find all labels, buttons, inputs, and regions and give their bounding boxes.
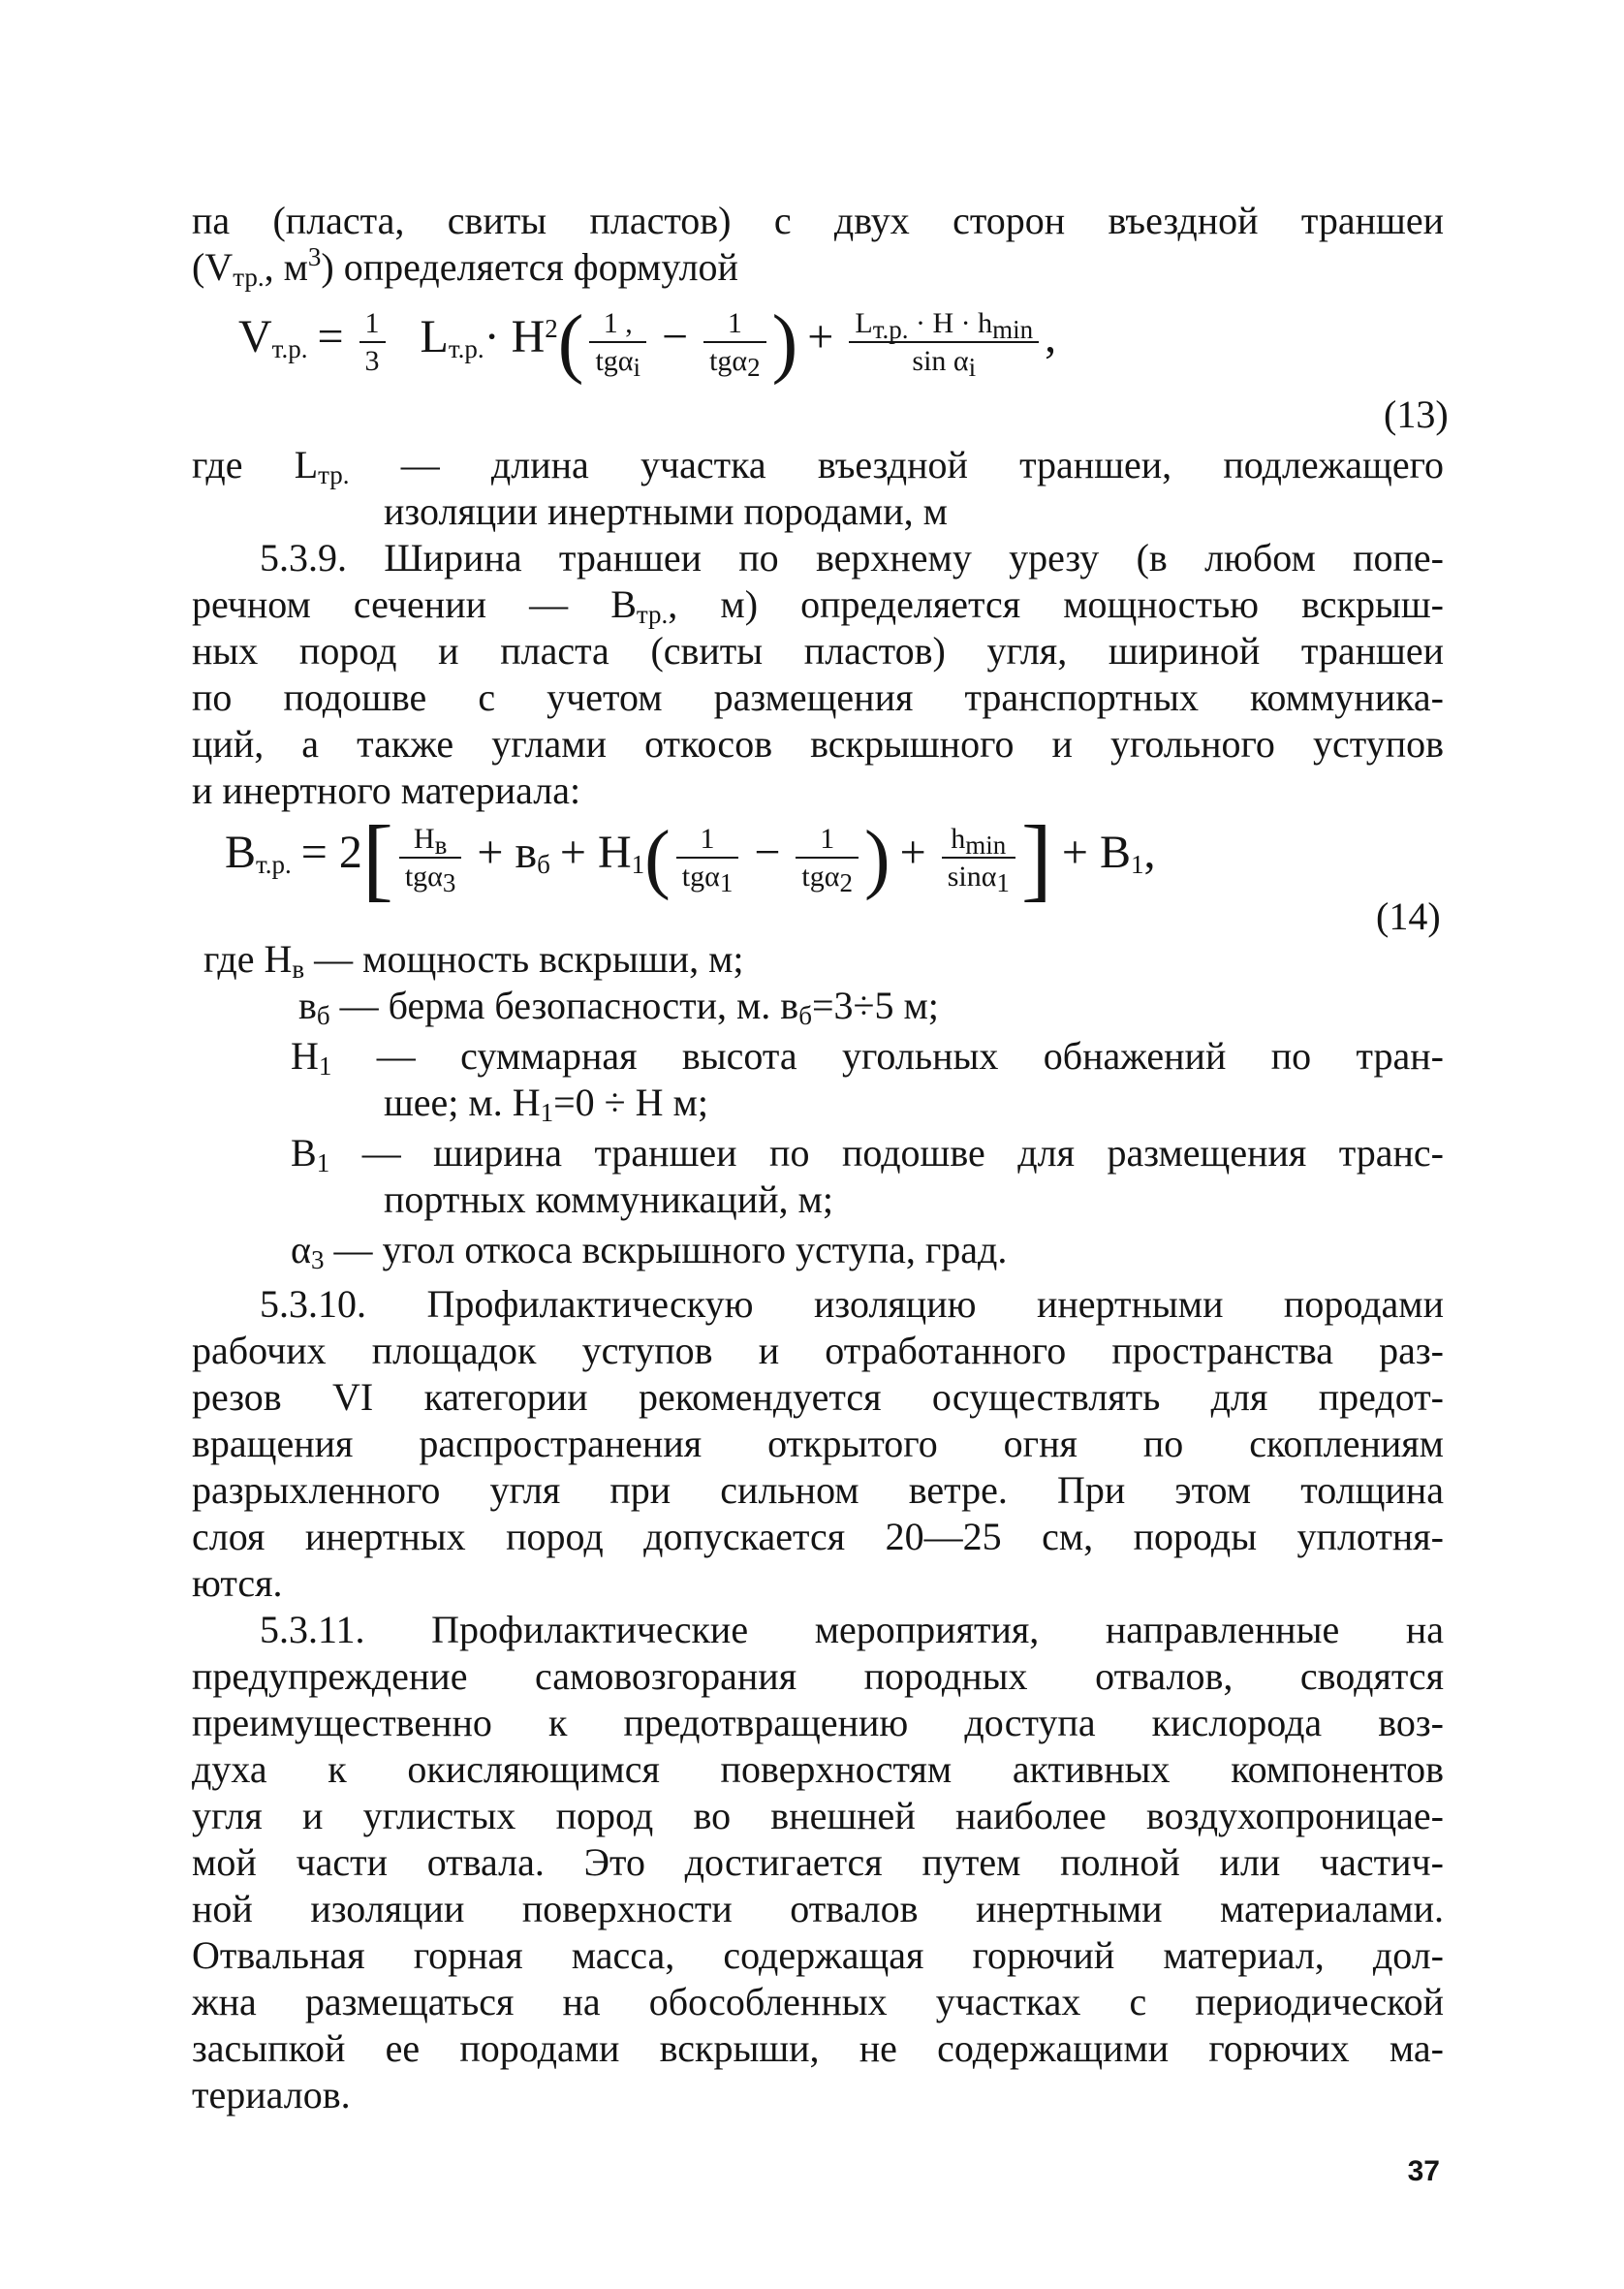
text-line: 5.3.11. Профилактические мероприятия, направленные на (260, 1608, 1444, 1651)
fraction (942, 822, 1015, 895)
text: определяется формулой (343, 245, 738, 289)
text: tgα (404, 860, 443, 893)
text-line: вращения распространения открытого огня по скоплениям (192, 1422, 1444, 1465)
text: — суммарная высота угольных обнажений по тран- (376, 1034, 1445, 1078)
superscript: 2 (545, 314, 558, 343)
text: , (668, 582, 678, 626)
denominator (399, 859, 462, 895)
subscript: тр. (233, 263, 265, 292)
text-line: изоляции инертными породами, м (384, 489, 948, 533)
text: sin α (912, 344, 969, 377)
text: h (951, 822, 966, 855)
text-line (192, 442, 1444, 488)
symbol: + H (559, 827, 632, 878)
definition-item (291, 1130, 1444, 1176)
subscript: в (434, 830, 448, 860)
denominator: 3 (364, 344, 380, 377)
text: tgα (801, 860, 840, 893)
definition-item (298, 983, 939, 1029)
symbol: , (1045, 311, 1057, 362)
symbol: , (1143, 827, 1156, 878)
paren-left: ( (644, 815, 671, 901)
subscript: i (633, 352, 641, 382)
text: шее; м. H (384, 1081, 541, 1124)
symbol: H (291, 1034, 319, 1078)
text-line: угля и углистых пород во внешней наиболее воздухопроницае- (192, 1794, 1444, 1837)
text-line: териалов. (192, 2073, 351, 2117)
symbol: + B (1061, 827, 1131, 878)
numerator: 1 (359, 306, 386, 343)
denominator (703, 343, 766, 380)
text-line (192, 244, 1444, 291)
numerator: 1 (676, 822, 739, 859)
text-line: жна размещаться на обособленных участках с периодической (192, 1980, 1444, 2023)
fraction (849, 306, 1039, 380)
superscript: 3 (307, 242, 322, 271)
text: =3÷5 м; (811, 984, 939, 1027)
subscript: 1 (1130, 850, 1144, 879)
subscript: б (537, 850, 550, 879)
text-line (192, 581, 1444, 628)
symbol: = (317, 311, 344, 362)
numerator (399, 822, 462, 859)
denominator (589, 343, 646, 380)
definition-item (203, 936, 744, 983)
fraction (796, 822, 859, 895)
subscript: 3 (310, 1245, 325, 1274)
text-line: 5.3.10. Профилактическую изоляцию инертными породами (260, 1282, 1444, 1326)
subscript: тр. (318, 460, 350, 489)
symbol: + в (477, 827, 538, 878)
text: — берма безопасности, м. в (339, 984, 799, 1027)
fraction (359, 306, 386, 380)
formula-14 (225, 804, 1156, 910)
subscript: 2 (747, 352, 761, 382)
text: sinα (947, 860, 997, 893)
subscript: б (798, 1001, 812, 1030)
denominator (796, 859, 859, 895)
symbol: в (298, 984, 317, 1027)
text-line: ций, а также углами откосов вскрышного и угольного уступов (192, 722, 1444, 766)
symbol: где H (203, 937, 293, 981)
numerator: 1 (796, 822, 859, 859)
text-line: рабочих площадок уступов и отработанного пространства раз- (192, 1329, 1444, 1372)
symbol: − (754, 827, 781, 878)
fraction (703, 306, 766, 380)
subscript: т.р. (271, 334, 308, 363)
subscript: 1 (719, 867, 734, 897)
subscript: 1 (540, 1098, 554, 1127)
text: H (413, 822, 435, 855)
text: речном сечении — B (192, 582, 637, 626)
text: где L (192, 443, 319, 486)
symbol: B (225, 827, 257, 878)
subscript: 1 (631, 850, 645, 879)
subscript: б (316, 1001, 330, 1030)
symbol: = 2 (300, 827, 362, 878)
subscript: 2 (839, 867, 853, 897)
paren-right: ) (863, 815, 890, 901)
subscript: в (292, 955, 305, 984)
subscript: 1 (996, 867, 1010, 897)
paren-right: ) (771, 299, 798, 386)
denominator (942, 859, 1015, 895)
subscript: i (968, 352, 977, 382)
text: — длина участка въездной траншеи, подлежащего (400, 443, 1445, 486)
numerator (849, 306, 1039, 343)
text-line: засыпкой ее породами вскрыши, не содержащими горючих ма- (192, 2026, 1444, 2070)
text: м) определяется мощностью вскрыш- (720, 582, 1444, 626)
text-line: ных пород и пласта (свиты пластов) угля, шириной траншеи (192, 629, 1444, 673)
symbol: α (291, 1228, 311, 1271)
definition-item (384, 1080, 708, 1126)
subscript: 3 (442, 867, 456, 897)
definition-item: портных коммуникаций, м; (384, 1177, 833, 1221)
fraction (589, 306, 646, 380)
text-line: разрыхленного угля при сильном ветре. При этом толщина (192, 1468, 1444, 1512)
symbol: · H (484, 311, 546, 362)
text-line: 5.3.9. Ширина траншеи по верхнему урезу (в любом попе- (260, 536, 1444, 580)
subscript: т.р. (256, 850, 292, 879)
text: L (855, 306, 873, 339)
fraction (676, 822, 739, 895)
equation-number: (13) (1384, 392, 1449, 436)
text-line: Отвальная горная масса, содержащая горючий материал, дол- (192, 1933, 1444, 1977)
definition-item (291, 1227, 1007, 1273)
symbol: B (291, 1131, 317, 1175)
text: tgα (595, 344, 634, 377)
text-line: и инертного материала: (192, 768, 581, 812)
text-line: ются. (192, 1561, 283, 1605)
text-line: по подошве с учетом размещения транспортных коммуника- (192, 675, 1444, 719)
symbol: (V (192, 245, 234, 289)
subscript: т.р. (872, 314, 909, 344)
subscript: тр. (636, 600, 669, 629)
numerator: 1 , (589, 306, 646, 343)
bracket-right: ] (1020, 805, 1052, 910)
denominator (676, 859, 739, 895)
text: tgα (709, 344, 748, 377)
text: =0 ÷ H м; (553, 1081, 708, 1124)
text-line: ной изоляции поверхности отвалов инертными материалами. (192, 1887, 1444, 1930)
text-line: мой части отвала. Это достигается путем полной или частич- (192, 1840, 1444, 1884)
numerator: 1 (703, 306, 766, 343)
numerator (942, 822, 1015, 859)
subscript: min (965, 830, 1007, 860)
symbol: − (662, 311, 689, 362)
subscript: min (992, 314, 1034, 344)
equation-number: (14) (1376, 894, 1441, 938)
text-line: духа к окисляющимся поверхностям активных компонентов (192, 1747, 1444, 1791)
page-number: 37 (1407, 2155, 1440, 2187)
text: — мощность вскрыши, м; (314, 937, 744, 981)
text: · H · h (908, 306, 993, 339)
definition-item (291, 1033, 1444, 1080)
symbol: + (807, 311, 834, 362)
symbol: ) (321, 245, 334, 289)
text: — ширина траншеи по подошве для размещения транс- (361, 1131, 1444, 1175)
fraction (399, 822, 462, 895)
text-line: преимущественно к предотвращению доступа кислорода воз- (192, 1701, 1444, 1744)
symbol: + (899, 827, 926, 878)
denominator (849, 343, 1039, 380)
text-line: резов VI категории рекомендуется осуществлять для предот- (192, 1375, 1444, 1419)
symbol: , м (264, 245, 308, 289)
paren-left: ( (557, 299, 584, 386)
symbol: V (238, 311, 272, 362)
bracket-left: [ (361, 805, 393, 910)
text: — угол откоса вскрышного уступа, град. (333, 1228, 1008, 1271)
subscript: т.р. (448, 334, 484, 363)
text-line: па (пласта, свиты пластов) с двух сторон въездной траншеи (192, 199, 1444, 242)
subscript: 1 (316, 1148, 330, 1177)
subscript: 1 (318, 1051, 332, 1081)
text-line: слоя инертных пород допускается 20—25 см, породы уплотня- (192, 1515, 1444, 1558)
symbol: L (420, 311, 449, 362)
text: tgα (681, 860, 720, 893)
formula-13 (238, 291, 1056, 386)
text-line: предупреждение самовозгорания породных отвалов, сводятся (192, 1654, 1444, 1698)
